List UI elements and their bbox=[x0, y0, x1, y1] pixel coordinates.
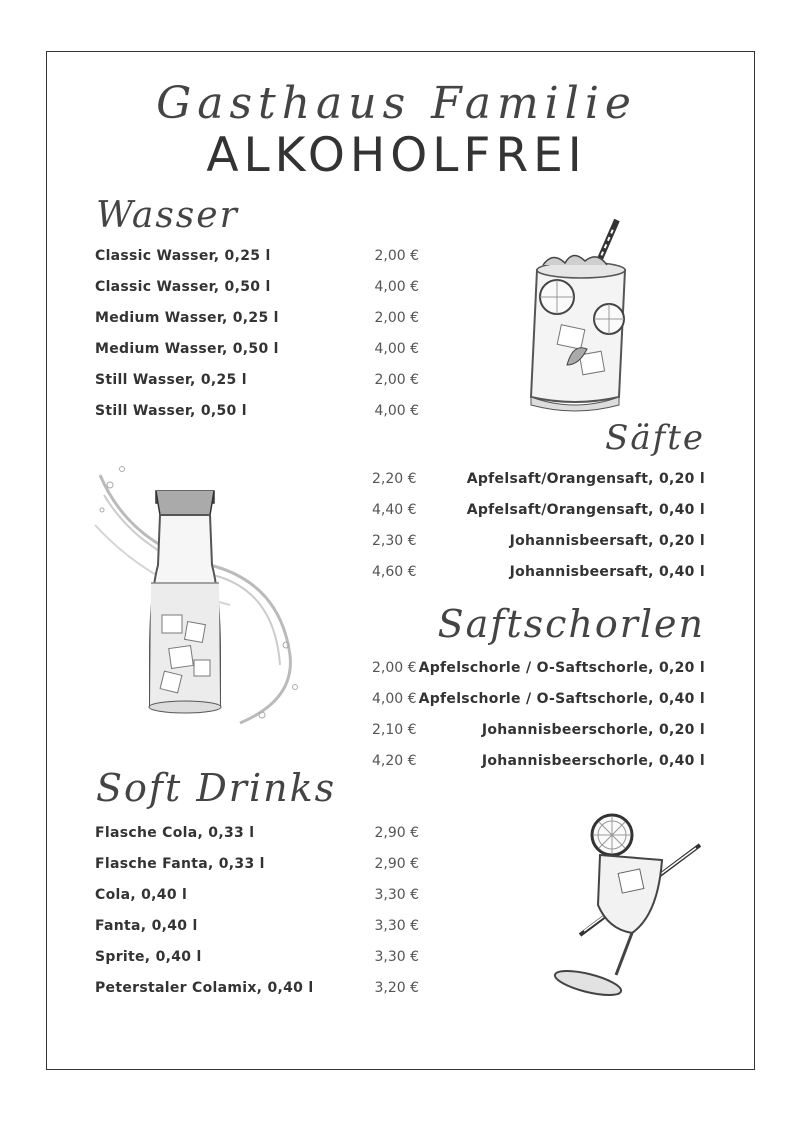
menu-item bbox=[95, 278, 419, 309]
item-name: Classic Wasser, 0,25 l bbox=[95, 248, 271, 264]
section-title-saefte: Säfte bbox=[605, 418, 705, 458]
section-title-soft-drinks: Soft Drinks bbox=[96, 766, 337, 810]
item-price: 4,60 € bbox=[372, 564, 417, 580]
item-name: Still Wasser, 0,50 l bbox=[95, 403, 247, 419]
item-name: Johannisbeersaft, 0,20 l bbox=[509, 533, 705, 549]
menu-item bbox=[95, 948, 419, 979]
menu-item bbox=[95, 247, 419, 278]
item-price: 3,30 € bbox=[374, 918, 419, 934]
water-carafe-illustration bbox=[90, 455, 305, 730]
section-title-saftschorlen: Saftschorlen bbox=[437, 602, 705, 646]
menu-item bbox=[95, 886, 419, 917]
item-name: Johannisbeerschorle, 0,40 l bbox=[481, 753, 705, 769]
item-price: 4,00 € bbox=[374, 341, 419, 357]
item-name: Cola, 0,40 l bbox=[95, 887, 188, 903]
item-name: Johannisbeersaft, 0,40 l bbox=[509, 564, 705, 580]
menu-item bbox=[95, 855, 419, 886]
item-name: Still Wasser, 0,25 l bbox=[95, 372, 247, 388]
menu-item bbox=[95, 402, 419, 433]
menu-item bbox=[372, 752, 705, 783]
item-price: 2,10 € bbox=[372, 722, 417, 738]
menu-item bbox=[372, 659, 705, 690]
menu-item bbox=[372, 721, 705, 752]
item-name: Apfelsaft/Orangensaft, 0,40 l bbox=[466, 502, 705, 518]
mojito-glass-illustration bbox=[515, 215, 635, 415]
menu-item bbox=[372, 532, 705, 563]
item-price: 2,20 € bbox=[372, 471, 417, 487]
saftschorlen-list bbox=[372, 659, 705, 783]
cocktail-glass-illustration bbox=[550, 805, 710, 1000]
item-price: 3,30 € bbox=[374, 949, 419, 965]
menu-item bbox=[372, 470, 705, 501]
soft-drinks-list bbox=[95, 824, 419, 1010]
item-name: Fanta, 0,40 l bbox=[95, 918, 198, 934]
item-name: Medium Wasser, 0,50 l bbox=[95, 341, 279, 357]
item-name: Peterstaler Colamix, 0,40 l bbox=[95, 980, 314, 996]
menu-item bbox=[95, 371, 419, 402]
section-title-wasser: Wasser bbox=[96, 195, 239, 236]
item-price: 4,00 € bbox=[372, 691, 417, 707]
menu-item bbox=[95, 917, 419, 948]
item-price: 4,00 € bbox=[374, 403, 419, 419]
page-title: ALKOHOLFREI bbox=[206, 128, 587, 183]
item-price: 2,90 € bbox=[374, 856, 419, 872]
item-name: Johannisbeerschorle, 0,20 l bbox=[481, 722, 705, 738]
item-name: Flasche Fanta, 0,33 l bbox=[95, 856, 265, 872]
item-name: Sprite, 0,40 l bbox=[95, 949, 202, 965]
item-price: 3,20 € bbox=[374, 980, 419, 996]
item-price: 2,00 € bbox=[374, 372, 419, 388]
wasser-list bbox=[95, 247, 419, 433]
item-price: 3,30 € bbox=[374, 887, 419, 903]
item-name: Apfelschorle / O-Saftschorle, 0,40 l bbox=[418, 691, 705, 707]
restaurant-name: Gasthaus Familie bbox=[156, 78, 637, 129]
item-price: 4,20 € bbox=[372, 753, 417, 769]
item-price: 2,00 € bbox=[374, 310, 419, 326]
menu-item bbox=[372, 563, 705, 594]
item-price: 4,00 € bbox=[374, 279, 419, 295]
item-price: 2,90 € bbox=[374, 825, 419, 841]
item-name: Classic Wasser, 0,50 l bbox=[95, 279, 271, 295]
item-price: 2,00 € bbox=[374, 248, 419, 264]
menu-item bbox=[372, 690, 705, 721]
item-name: Flasche Cola, 0,33 l bbox=[95, 825, 255, 841]
menu-item bbox=[95, 824, 419, 855]
menu-item bbox=[372, 501, 705, 532]
menu-item bbox=[95, 979, 419, 1010]
menu-item bbox=[95, 309, 419, 340]
item-price: 2,30 € bbox=[372, 533, 417, 549]
item-name: Apfelsaft/Orangensaft, 0,20 l bbox=[466, 471, 705, 487]
item-price: 2,00 € bbox=[372, 660, 417, 676]
item-price: 4,40 € bbox=[372, 502, 417, 518]
saefte-list bbox=[372, 470, 705, 594]
menu-item bbox=[95, 340, 419, 371]
item-name: Medium Wasser, 0,25 l bbox=[95, 310, 279, 326]
item-name: Apfelschorle / O-Saftschorle, 0,20 l bbox=[418, 660, 705, 676]
